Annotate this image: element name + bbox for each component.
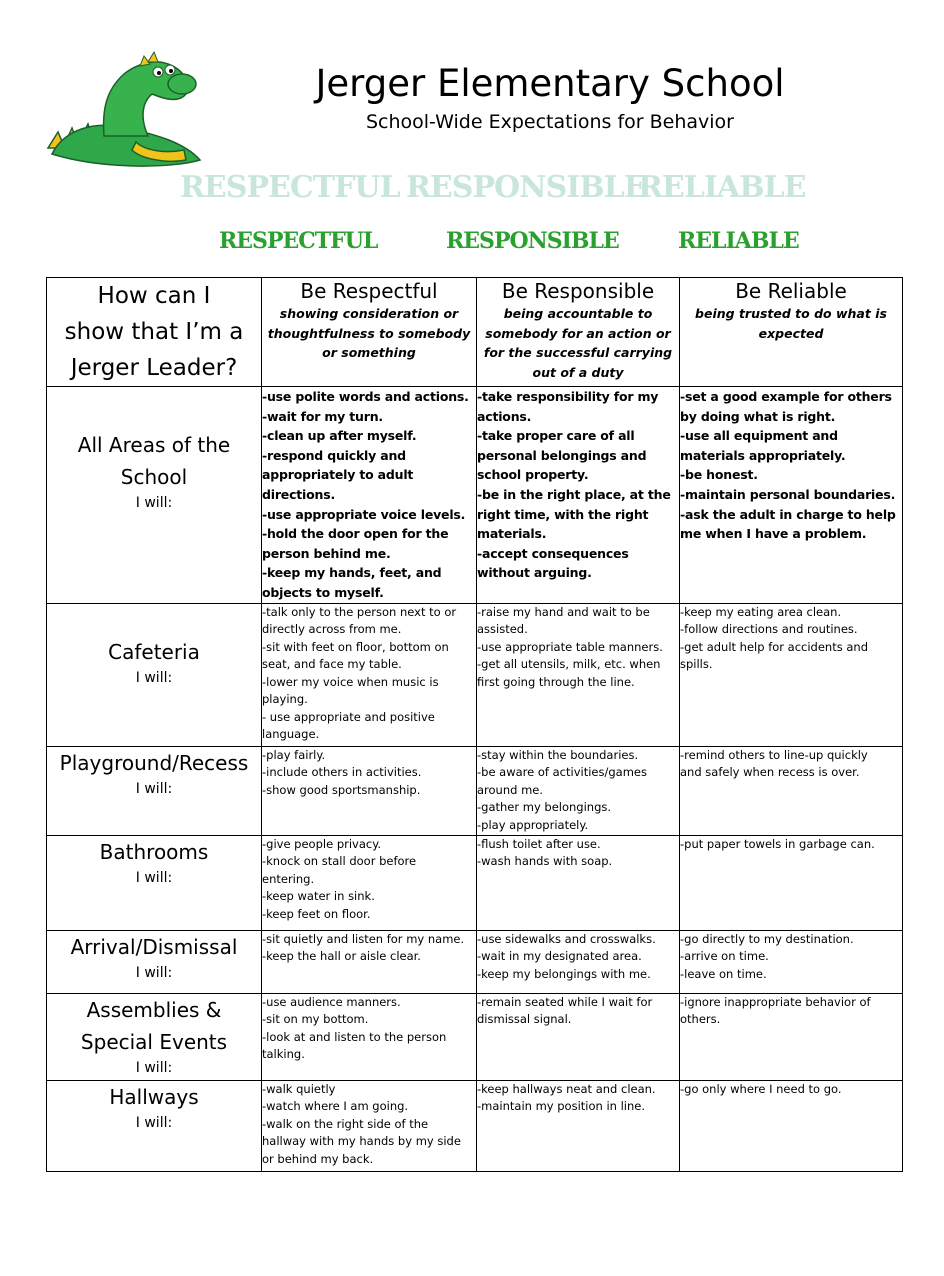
green-word: RESPONSIBLE <box>446 228 619 254</box>
cell-reliable <box>680 746 903 835</box>
column-definition: being trusted to do what is <box>695 306 887 321</box>
cell-reliable <box>680 993 903 1080</box>
expectation-line: around me. <box>477 782 544 797</box>
expectation-line: -take responsibility for my <box>477 389 659 404</box>
green-word: RESPECTFUL <box>219 228 378 254</box>
column-header-reliable <box>680 278 903 387</box>
cell-responsible <box>477 835 680 930</box>
header-row <box>47 278 903 387</box>
expectation-line: first going through the line. <box>477 674 635 689</box>
column-definition: for the successful carrying <box>483 345 673 360</box>
faded-word: RELIABLE <box>638 170 806 205</box>
i-will-label: I will: <box>135 780 173 797</box>
i-will-label: I will: <box>135 869 173 886</box>
i-will-label: I will: <box>135 669 173 686</box>
expectation-line: and safely when recess is over. <box>680 765 860 780</box>
area-name: Bathrooms <box>99 839 209 864</box>
expectation-line: -include others in activities. <box>262 765 422 780</box>
expectation-line: -clean up after myself. <box>262 428 417 444</box>
i-will-label: I will: <box>135 964 173 981</box>
column-header-respectful <box>262 278 477 387</box>
expectation-line: -respond quickly and <box>262 447 406 463</box>
area-name: Assemblies & <box>86 997 222 1022</box>
green-values-banner <box>0 228 944 268</box>
expectation-line: -walk quietly <box>262 1081 336 1096</box>
row-header <box>47 746 262 835</box>
expectation-line: assisted. <box>477 622 528 637</box>
expectation-line: -keep feet on floor. <box>262 906 371 921</box>
page-title: Jerger Elementary School <box>315 62 785 105</box>
i-will-label: I will: <box>135 1059 173 1076</box>
expectation-line: -hold the door open for the <box>262 526 449 542</box>
column-definition: out of a duty <box>532 364 624 380</box>
expectation-line: -stay within the boundaries. <box>477 747 639 762</box>
cell-reliable <box>680 835 903 930</box>
expectation-line: directly across from me. <box>262 622 402 637</box>
expectation-line: -raise my hand and wait to be <box>477 604 650 619</box>
expectation-line: -accept consequences <box>477 545 629 561</box>
expectation-line: -use appropriate voice levels. <box>262 506 466 522</box>
expectation-line: -ignore inappropriate behavior of <box>680 994 871 1009</box>
corner-line: How can I <box>97 283 211 309</box>
expectation-line: -play fairly. <box>262 747 326 762</box>
cell-responsible <box>477 993 680 1080</box>
area-name: School <box>120 465 188 489</box>
table-row <box>47 993 903 1080</box>
cell-reliable <box>680 603 903 746</box>
i-will-label: I will: <box>135 495 173 511</box>
column-definition: showing consideration or <box>279 306 459 321</box>
expectation-line: person behind me. <box>262 545 391 561</box>
cell-respectful <box>262 993 477 1080</box>
expectation-line: -keep hallways neat and clean. <box>477 1081 656 1096</box>
area-name: Special Events <box>80 1029 228 1054</box>
expectation-line: -use sidewalks and crosswalks. <box>477 931 656 946</box>
expectation-line: - use appropriate and positive <box>262 709 435 724</box>
expectation-line: spills. <box>680 657 713 672</box>
cell-reliable <box>680 930 903 993</box>
cell-responsible <box>477 1080 680 1171</box>
expectation-line: school property. <box>477 467 589 483</box>
row-header <box>47 993 262 1080</box>
expectation-line: personal belongings and <box>477 447 647 463</box>
cell-respectful <box>262 387 477 604</box>
faded-word: RESPECTFUL <box>180 170 400 205</box>
cell-responsible <box>477 930 680 993</box>
expectation-line: -wash hands with soap. <box>477 854 613 869</box>
expectation-line: -play appropriately. <box>477 817 589 832</box>
expectation-line: -gather my belongings. <box>477 800 612 815</box>
expectation-line: -be in the right place, at the <box>477 486 671 502</box>
expectation-line: -ask the adult in charge to help <box>680 506 896 522</box>
table-row <box>47 746 903 835</box>
expectation-line: -flush toilet after use. <box>477 836 601 851</box>
expectation-line: directions. <box>262 486 336 502</box>
column-definition: expected <box>758 325 824 341</box>
expectation-line: -follow directions and routines. <box>680 622 858 637</box>
expectation-line: right time, with the right <box>477 506 649 522</box>
cell-respectful <box>262 835 477 930</box>
expectation-line: -remind others to line-up quickly <box>680 747 868 762</box>
expectation-line: -keep the hall or aisle clear. <box>262 949 421 964</box>
expectation-line: -give people privacy. <box>262 836 382 851</box>
table-row <box>47 835 903 930</box>
expectation-line: -be honest. <box>680 467 758 483</box>
expectation-line: objects to myself. <box>262 584 384 600</box>
expectation-line: -use audience manners. <box>262 994 401 1009</box>
column-name: Be Responsible <box>501 279 655 303</box>
expectation-line: -keep my hands, feet, and <box>262 565 442 581</box>
corner-line: show that I’m a <box>64 319 244 345</box>
expectation-line: playing. <box>262 692 308 707</box>
expectation-line: -keep my belongings with me. <box>477 966 651 981</box>
i-will-label: I will: <box>135 1114 173 1131</box>
expectation-line: -lower my voice when music is <box>262 674 439 689</box>
cell-respectful <box>262 746 477 835</box>
green-word: RELIABLE <box>678 228 799 254</box>
expectation-line: -knock on stall door before <box>262 854 417 869</box>
expectation-line: -wait for my turn. <box>262 408 383 424</box>
expectation-line: -maintain personal boundaries. <box>680 486 896 502</box>
expectation-line: -maintain my position in line. <box>477 1099 645 1114</box>
faded-values-banner <box>0 170 944 210</box>
faded-word: RESPONSIBLE <box>406 170 646 205</box>
expectation-line: without arguing. <box>477 565 592 581</box>
expectation-line: -wait in my designated area. <box>477 949 642 964</box>
table-row <box>47 930 903 993</box>
column-definition: being accountable to <box>503 306 653 321</box>
cell-responsible <box>477 603 680 746</box>
expectation-line: by doing what is right. <box>680 408 836 424</box>
expectation-line: hallway with my hands by my side <box>262 1134 461 1149</box>
table-row <box>47 1080 903 1171</box>
expectation-line: -put paper towels in garbage can. <box>680 836 875 851</box>
expectation-line: -talk only to the person next to or <box>262 604 457 619</box>
expectation-line: language. <box>262 727 320 742</box>
column-definition: somebody for an action or <box>485 325 671 341</box>
row-header <box>47 603 262 746</box>
row-header <box>47 930 262 993</box>
area-name: Cafeteria <box>108 639 200 664</box>
page-subtitle: School-Wide Expectations for Behavior <box>365 111 734 133</box>
expectation-line: or behind my back. <box>262 1151 374 1166</box>
row-header <box>47 387 262 604</box>
expectation-line: -go only where I need to go. <box>680 1081 842 1096</box>
expectation-line: -watch where I am going. <box>262 1099 409 1114</box>
expectation-line: -go directly to my destination. <box>680 931 854 946</box>
cell-respectful <box>262 1080 477 1171</box>
column-definition: thoughtfulness to somebody <box>267 325 471 341</box>
expectation-line: materials appropriately. <box>680 447 846 463</box>
area-name: Arrival/Dismissal <box>70 934 238 959</box>
expectation-line: me when I have a problem. <box>680 526 867 542</box>
expectation-line: -keep water in sink. <box>262 889 375 904</box>
expectation-line: -get adult help for accidents and <box>680 639 869 654</box>
cell-reliable <box>680 387 903 604</box>
row-header <box>47 1080 262 1171</box>
expectation-line: -use appropriate table manners. <box>477 639 663 654</box>
expectation-line: -be aware of activities/games <box>477 765 647 780</box>
expectation-line: -sit with feet on floor, bottom on <box>262 639 449 654</box>
cell-responsible <box>477 746 680 835</box>
corner-line: Jerger Leader? <box>70 355 238 381</box>
column-name: Be Respectful <box>300 279 438 303</box>
expectation-line: -sit quietly and listen for my name. <box>262 931 465 946</box>
expectation-line: -remain seated while I wait for <box>477 994 653 1009</box>
expectation-line: -leave on time. <box>680 966 767 981</box>
column-definition: or something <box>322 345 416 360</box>
expectation-line: -get all utensils, milk, etc. when <box>477 657 661 672</box>
area-name: Playground/Recess <box>59 750 249 775</box>
expectation-line: entering. <box>262 871 315 886</box>
expectation-line: -take proper care of all <box>477 428 635 444</box>
dragon-mascot-icon <box>44 50 204 172</box>
cell-reliable <box>680 1080 903 1171</box>
table-row <box>47 387 903 604</box>
expectation-line: -use polite words and actions. <box>262 389 469 404</box>
table-row <box>47 603 903 746</box>
cell-responsible <box>477 387 680 604</box>
area-name: All Areas of the <box>77 433 231 457</box>
column-header-responsible <box>477 278 680 387</box>
expectation-line: appropriately to adult <box>262 467 414 483</box>
cell-respectful <box>262 603 477 746</box>
expectation-line: -sit on my bottom. <box>262 1012 369 1027</box>
expectation-line: materials. <box>477 526 547 542</box>
expectation-line: -set a good example for others <box>680 389 892 404</box>
expectation-line: talking. <box>262 1047 305 1062</box>
expectation-line: -arrive on time. <box>680 949 769 964</box>
expectation-line: actions. <box>477 408 532 424</box>
cell-respectful <box>262 930 477 993</box>
expectation-line: -walk on the right side of the <box>262 1116 429 1131</box>
column-name: Be Reliable <box>735 279 847 303</box>
expectation-line: seat, and face my table. <box>262 657 402 672</box>
expectation-line: others. <box>680 1012 721 1027</box>
area-name: Hallways <box>109 1084 199 1109</box>
expectation-line: -look at and listen to the person <box>262 1029 447 1044</box>
expectations-matrix <box>46 277 903 1172</box>
row-header <box>47 835 262 930</box>
expectation-line: dismissal signal. <box>477 1012 572 1027</box>
expectation-line: -use all equipment and <box>680 428 838 444</box>
corner-question <box>47 278 262 387</box>
expectation-line: -keep my eating area clean. <box>680 604 842 619</box>
expectation-line: -show good sportsmanship. <box>262 782 421 797</box>
